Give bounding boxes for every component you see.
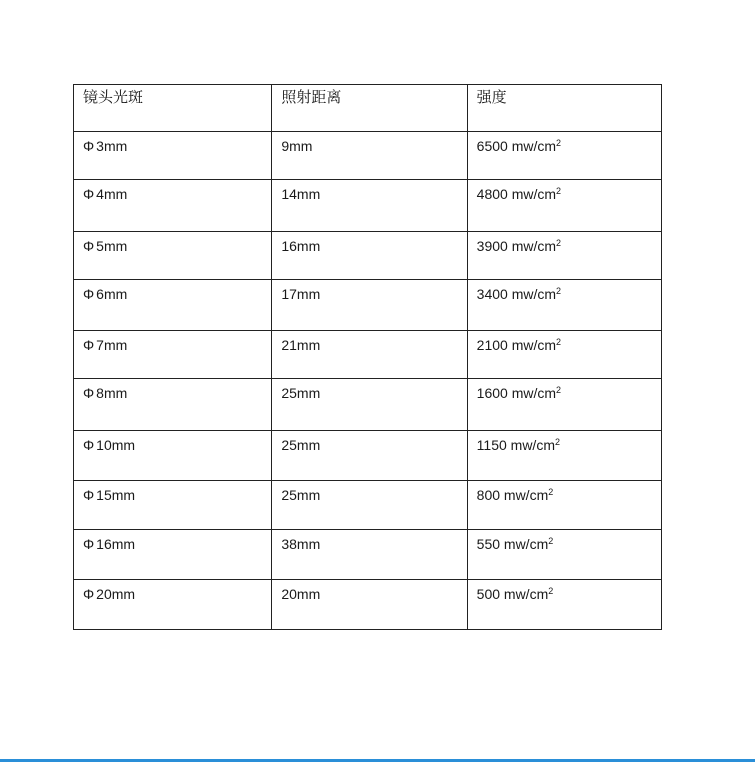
intensity-unit: mw/cm [511, 286, 557, 302]
spot-value: 6mm [96, 286, 128, 302]
cell-intensity [467, 180, 661, 232]
cell-spot [74, 232, 272, 280]
spot-value: 5mm [96, 238, 128, 254]
cell-spot [74, 280, 272, 331]
spot-value: 16mm [96, 536, 136, 552]
spot-value: 10mm [96, 437, 136, 453]
intensity-unit: mw/cm [511, 385, 557, 401]
cell-intensity [467, 280, 661, 331]
intensity-unit: mw/cm [511, 138, 557, 154]
unit-superscript: 2 [556, 138, 562, 148]
cell-distance: 25mm [272, 431, 467, 481]
intensity-value: 800 [476, 487, 501, 503]
phi-symbol: Φ [83, 586, 95, 602]
table-row [74, 481, 662, 530]
unit-superscript: 2 [556, 337, 562, 347]
cell-intensity [467, 331, 661, 379]
table-row [74, 431, 662, 481]
table-row [74, 379, 662, 431]
cell-spot [74, 580, 272, 630]
intensity-value: 3400 [476, 286, 508, 302]
cell-intensity [467, 580, 661, 630]
cell-spot [74, 481, 272, 530]
intensity-value: 3900 [476, 238, 508, 254]
unit-superscript: 2 [556, 186, 562, 196]
table-row [74, 180, 662, 232]
table-row [74, 132, 662, 180]
phi-symbol: Φ [83, 536, 95, 552]
cell-distance: 20mm [272, 580, 467, 630]
intensity-value: 550 [476, 536, 501, 552]
intensity-unit: mw/cm [503, 586, 549, 602]
intensity-unit: mw/cm [510, 437, 555, 453]
cell-spot [74, 331, 272, 379]
unit-superscript: 2 [548, 536, 554, 546]
phi-symbol: Φ [83, 437, 95, 453]
spot-value: 7mm [96, 337, 128, 353]
header-distance: 照射距离 [272, 85, 467, 132]
phi-symbol: Φ [83, 238, 95, 254]
cell-spot [74, 379, 272, 431]
intensity-unit: mw/cm [511, 186, 557, 202]
cell-distance: 25mm [272, 379, 467, 431]
intensity-unit: mw/cm [511, 238, 557, 254]
intensity-unit: mw/cm [503, 536, 549, 552]
cell-intensity [467, 530, 661, 580]
unit-superscript: 2 [548, 487, 554, 497]
intensity-value: 6500 [476, 138, 508, 154]
spot-value: 3mm [96, 138, 128, 154]
cell-intensity [467, 379, 661, 431]
phi-symbol: Φ [83, 487, 95, 503]
intensity-value: 1600 [476, 385, 508, 401]
intensity-value: 2100 [476, 337, 508, 353]
table-row [74, 232, 662, 280]
table-body [74, 85, 662, 630]
cell-intensity [467, 232, 661, 280]
unit-superscript: 2 [556, 238, 562, 248]
phi-symbol: Φ [83, 186, 95, 202]
cell-spot [74, 431, 272, 481]
unit-superscript: 2 [554, 437, 560, 447]
table-row [74, 280, 662, 331]
spec-table [73, 84, 662, 630]
header-spot: 镜头光斑 [74, 85, 272, 132]
cell-intensity [467, 132, 661, 180]
cell-distance: 9mm [272, 132, 467, 180]
unit-superscript: 2 [556, 385, 562, 395]
cell-distance: 25mm [272, 481, 467, 530]
phi-symbol: Φ [83, 385, 95, 401]
cell-intensity [467, 431, 661, 481]
intensity-value: 500 [476, 586, 501, 602]
cell-distance: 14mm [272, 180, 467, 232]
cell-intensity [467, 481, 661, 530]
cell-spot [74, 180, 272, 232]
table-row [74, 530, 662, 580]
spot-value: 15mm [96, 487, 136, 503]
phi-symbol: Φ [83, 286, 95, 302]
cell-spot [74, 132, 272, 180]
intensity-value: 4800 [476, 186, 508, 202]
intensity-unit: mw/cm [503, 487, 549, 503]
unit-superscript: 2 [548, 586, 554, 596]
spot-value: 4mm [96, 186, 128, 202]
cell-distance: 21mm [272, 331, 467, 379]
intensity-value: 1150 [476, 437, 507, 453]
spot-value: 8mm [96, 385, 128, 401]
phi-symbol: Φ [83, 337, 95, 353]
cell-spot [74, 530, 272, 580]
table-row [74, 580, 662, 630]
cell-distance: 17mm [272, 280, 467, 331]
header-intensity: 强度 [467, 85, 661, 132]
spot-value: 20mm [96, 586, 136, 602]
cell-distance: 38mm [272, 530, 467, 580]
table-row [74, 331, 662, 379]
unit-superscript: 2 [556, 286, 562, 296]
cell-distance: 16mm [272, 232, 467, 280]
table-header-row [74, 85, 662, 132]
intensity-unit: mw/cm [511, 337, 557, 353]
phi-symbol: Φ [83, 138, 95, 154]
